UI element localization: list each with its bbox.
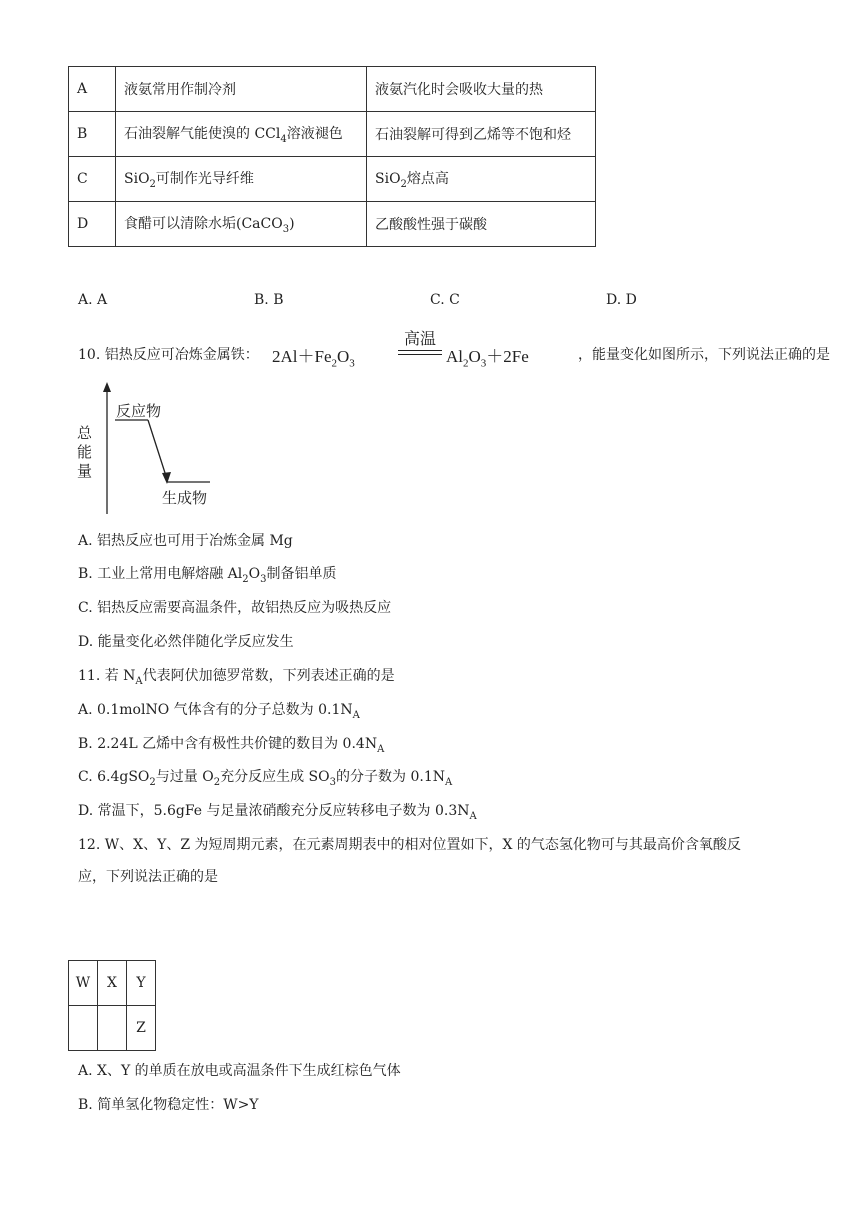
- option-text: 充分反应生成 SO: [220, 769, 330, 785]
- q9-option-a: A. A: [78, 292, 108, 308]
- statement-text: 可制作光导纤维: [155, 171, 254, 188]
- subscript: 2: [149, 776, 156, 788]
- equals-line-top: [398, 350, 442, 351]
- subscript: 2: [242, 573, 249, 585]
- row-label: B: [69, 112, 116, 157]
- option-text: D. 常温下，5.6gFe 与足量浓硝酸充分反应转移电子数为 0.3N: [78, 803, 470, 819]
- reason-cell: [367, 157, 596, 202]
- option-text: A. 0.1molNO 气体含有的分子总数为 0.1N: [78, 702, 353, 718]
- grid-cell: [69, 1006, 98, 1051]
- subscript: 3: [282, 223, 290, 235]
- q10-stem-suffix: ，能量变化如图所示，下列说法正确的是: [578, 347, 830, 363]
- subscript: 3: [329, 776, 337, 788]
- subscript: 3: [349, 357, 355, 370]
- statement-cell: [116, 202, 367, 247]
- equals-line-bottom: [398, 354, 442, 355]
- statement-text: SiO: [124, 171, 150, 188]
- reason-cell: 液氨汽化时会吸收大量的热: [367, 67, 596, 112]
- q11-option-b: [78, 733, 384, 755]
- comparison-table: [68, 66, 596, 247]
- option-text: O: [248, 566, 261, 582]
- subscript: A: [135, 675, 143, 687]
- table-row: [69, 202, 596, 247]
- table-row: [69, 67, 596, 112]
- table-row: [69, 112, 596, 157]
- subscript: 3: [260, 573, 267, 585]
- q11-option-a: [78, 699, 360, 721]
- grid-cell: Z: [127, 1006, 156, 1051]
- eq-text: ＋2Fe: [486, 347, 529, 366]
- subscript: A: [444, 776, 453, 788]
- reason-text: SiO: [375, 171, 401, 188]
- q11-option-d: [78, 800, 477, 822]
- q10-stem-prefix: 10. 铝热反应可冶炼金属铁：: [78, 347, 259, 363]
- subscript: A: [352, 709, 360, 721]
- stem-text: 代表阿伏加德罗常数，下列表述正确的是: [142, 668, 395, 684]
- reason-text: 熔点高: [406, 171, 449, 188]
- q10-option-c: C. 铝热反应需要高温条件，故铝热反应为吸热反应: [78, 600, 392, 616]
- y-axis-arrow: [103, 382, 111, 392]
- reason-cell: 乙酸酸性强于碳酸: [367, 202, 596, 247]
- q9-option-d: D. D: [606, 292, 637, 308]
- option-text: 与过量 O: [155, 769, 214, 785]
- option-text: C. 6.4gSO: [78, 769, 150, 785]
- grid-row: [69, 961, 156, 1006]
- q10-equation-right: [446, 342, 529, 369]
- row-label: C: [69, 157, 116, 202]
- periodic-grid: [68, 960, 156, 1051]
- q12-option-a: A. X、Y 的单质在放电或高温条件下生成红棕色气体: [78, 1063, 401, 1079]
- option-text: B. 工业上常用电解熔融 Al: [78, 566, 243, 582]
- diagram-ylabel: 总能量: [77, 424, 93, 480]
- q10-equation-left: [272, 342, 355, 369]
- row-label: D: [69, 202, 116, 247]
- q10-option-a: A. 铝热反应也可用于冶炼金属 Mg: [78, 533, 293, 549]
- eq-text: O: [337, 347, 350, 366]
- eq-text: Al: [446, 347, 463, 366]
- statement-text: 溶液褪色: [286, 126, 343, 143]
- option-text: B. 2.24L 乙烯中含有极性共价键的数目为 0.4N: [78, 736, 378, 752]
- subscript: 2: [213, 776, 221, 788]
- table-row: [69, 157, 596, 202]
- grid-row: [69, 1006, 156, 1051]
- q12-stem-line2: 应，下列说法正确的是: [78, 869, 218, 885]
- grid-cell: [98, 1006, 127, 1051]
- product-label: 生成物: [162, 489, 208, 507]
- subscript: 4: [280, 133, 287, 145]
- reactant-label: 反应物: [116, 402, 162, 420]
- row-label: A: [69, 67, 116, 112]
- subscript: 2: [400, 178, 407, 190]
- subscript: 2: [331, 357, 337, 370]
- stem-text: 11. 若 N: [78, 668, 136, 684]
- statement-cell: [116, 112, 367, 157]
- q9-option-c: C. C: [430, 292, 460, 308]
- option-text: 的分子数为 0.1N: [336, 769, 445, 785]
- q12-stem-line1: 12. W、X、Y、Z 为短周期元素，在元素周期表中的相对位置如下，X 的气态氢化物可与其最高价含氧酸反: [78, 837, 741, 853]
- statement-cell: [116, 157, 367, 202]
- q12-option-b: B. 简单氢化物稳定性：W>Y: [78, 1097, 259, 1113]
- q11-stem: [78, 665, 395, 687]
- subscript: A: [377, 743, 385, 755]
- reaction-path: [148, 420, 166, 476]
- subscript: 2: [149, 178, 156, 190]
- statement-text: ): [289, 216, 295, 233]
- reaction-condition: [396, 326, 444, 366]
- eq-text: 2Al＋Fe: [272, 347, 332, 366]
- statement-text: 食醋可以清除水垢(CaCO: [124, 216, 283, 233]
- q9-option-b: B. B: [254, 292, 284, 308]
- subscript: A: [469, 810, 477, 822]
- eq-text: O: [468, 347, 481, 366]
- option-text: 制备铝单质: [266, 566, 337, 582]
- grid-cell: W: [69, 961, 98, 1006]
- statement-cell: 液氨常用作制冷剂: [116, 67, 367, 112]
- grid-cell: Y: [127, 961, 156, 1006]
- reason-cell: 石油裂解可得到乙烯等不饱和烃: [367, 112, 596, 157]
- q10-option-d: D. 能量变化必然伴随化学反应发生: [78, 634, 294, 650]
- subscript: 2: [463, 357, 469, 370]
- grid-cell: X: [98, 961, 127, 1006]
- subscript: 3: [480, 357, 487, 370]
- q10-option-b: [78, 563, 336, 585]
- condition-label: 高温: [403, 329, 436, 348]
- q11-option-c: [78, 766, 452, 788]
- statement-text: 石油裂解气能使溴的 CCl: [124, 126, 281, 143]
